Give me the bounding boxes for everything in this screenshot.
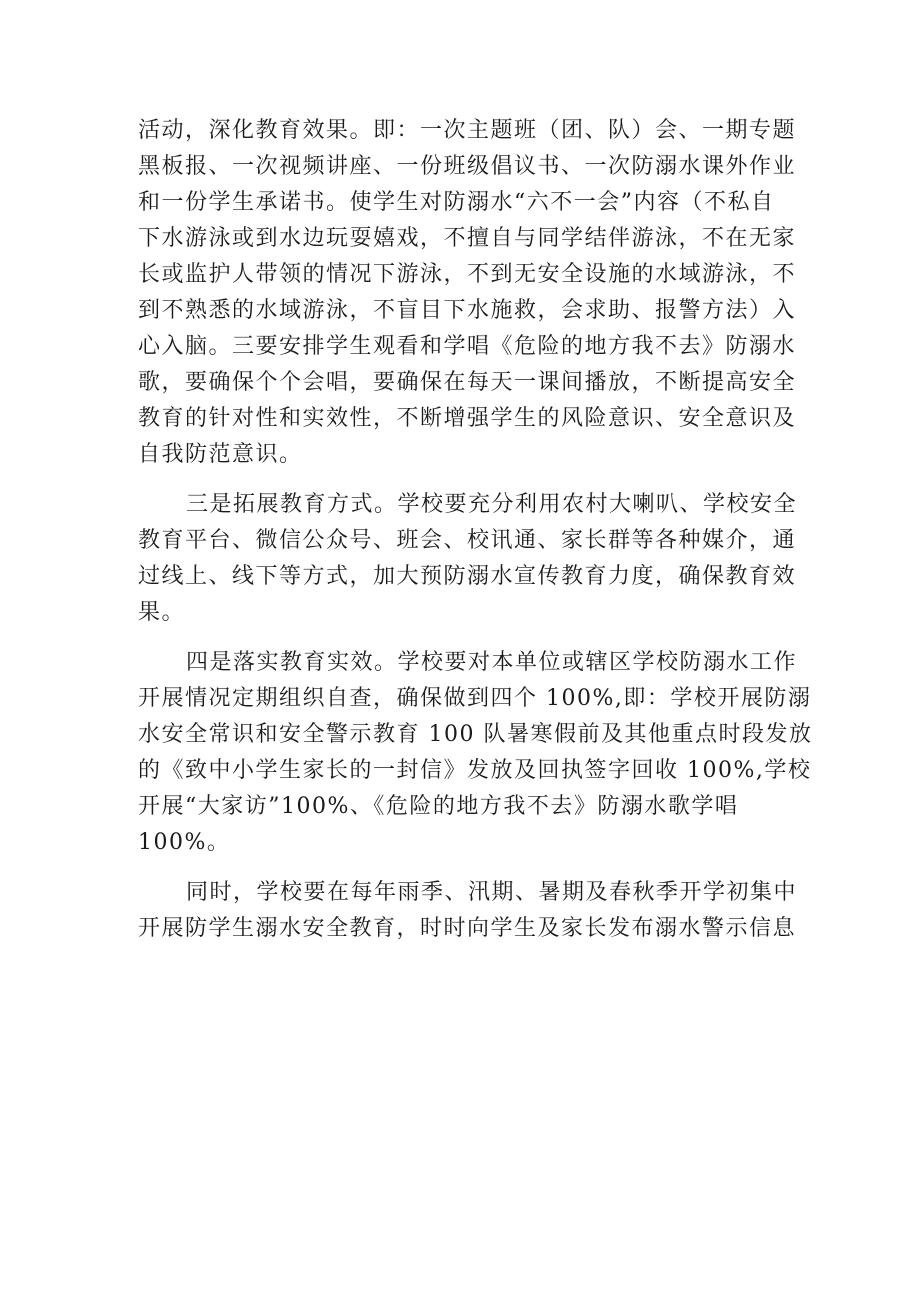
text-line: 过线上、线下等方式，加大预防溺水宣传教育力度，确保教育效	[138, 564, 797, 589]
text-line: 活动，深化教育效果。即：一次主题班（团、队）会、一期专题	[138, 118, 797, 143]
text-line: 黑板报、一次视频讲座、一份班级倡议书、一次防溺水课外作业	[138, 154, 797, 179]
text-line: 同时，学校要在每年雨季、汛期、暑期及春秋季开学初集中	[186, 880, 798, 905]
text-line: 开展防学生溺水安全教育，时时向学生及家长发布溺水警示信息	[138, 916, 797, 941]
text-line: 教育平台、微信公众号、班会、校讯通、家长群等各种媒介，通	[138, 528, 797, 553]
paragraph-education-activities	[138, 113, 797, 473]
text-line: 心入脑。三要安排学生观看和学唱《危险的地方我不去》防溺水	[138, 334, 797, 359]
text-line: 开展“大家访”100%、《危险的地方我不去》防溺水歌学唱	[138, 794, 739, 819]
text-line: 长或监护人带领的情况下游泳，不到无安全设施的水域游泳，不	[138, 262, 797, 287]
paragraph-expand-methods	[138, 487, 798, 631]
text-line: 到不熟悉的水域游泳，不盲目下水施救，会求助、报警方法）入	[138, 298, 797, 323]
text-line: 的《致中小学生家长的一封信》发放及回执签字回收 100%,学校	[138, 758, 812, 783]
text-line: 歌，要确保个个会唱，要确保在每天一课间播放，不断提高安全	[138, 370, 797, 395]
paragraph-seasonal-education	[138, 875, 798, 947]
text-line: 下水游泳或到水边玩耍嬉戏，不擅自与同学结伴游泳，不在无家	[138, 226, 797, 251]
text-line: 100%。	[138, 830, 231, 855]
text-line: 自我防范意识。	[138, 442, 303, 467]
text-line: 教育的针对性和实效性，不断增强学生的风险意识、安全意识及	[138, 406, 797, 431]
document-body	[138, 113, 813, 961]
text-line: 果。	[138, 600, 186, 625]
text-line: 和一份学生承诺书。使学生对防溺水“六不一会”内容（不私自	[138, 190, 775, 215]
text-line: 开展情况定期组织自查，确保做到四个 100%,即：学校开展防溺	[138, 686, 812, 711]
text-line: 三是拓展教育方式。学校要充分利用农村大喇叭、学校安全	[186, 492, 798, 517]
paragraph-implement-effectiveness	[138, 645, 813, 861]
text-line: 四是落实教育实效。学校要对本单位或辖区学校防溺水工作	[186, 650, 798, 675]
text-line: 水安全常识和安全警示教育 100 队暑寒假前及其他重点时段发放	[138, 722, 813, 747]
